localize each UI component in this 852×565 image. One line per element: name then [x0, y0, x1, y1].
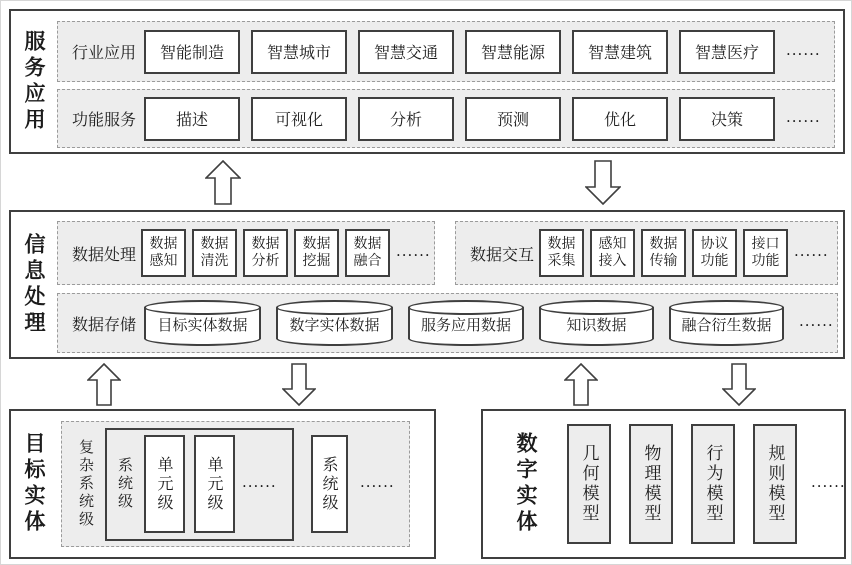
function-service-box: 分析 — [358, 97, 454, 141]
industry-app-box: 智慧城市 — [251, 30, 347, 74]
digital-entity-layer — [481, 409, 846, 559]
model-box: 行为模型 — [691, 424, 735, 544]
data-interaction-group — [455, 221, 838, 285]
ellipsis: ...... — [799, 312, 834, 330]
ellipsis: ...... — [794, 242, 829, 260]
database-cylinder: 服务应用数据 — [408, 307, 524, 339]
data-processing-box: 数据融合 — [345, 229, 390, 277]
system-level-group-box — [105, 428, 294, 541]
industry-app-box: 智慧交通 — [358, 30, 454, 74]
ellipsis: ...... — [242, 473, 277, 491]
data-processing-box: 数据感知 — [141, 229, 186, 277]
function-service-box: 可视化 — [251, 97, 347, 141]
target-entity-group — [61, 421, 410, 547]
unit-level-box: 单元级 — [194, 435, 235, 533]
data-interaction-label: 数据交互 — [470, 244, 535, 264]
data-interaction-box: 数据传输 — [641, 229, 686, 277]
model-box: 物理模型 — [629, 424, 673, 544]
data-storage-group — [57, 293, 838, 353]
industry-application-label: 行业应用 — [72, 43, 137, 62]
database-cylinder: 目标实体数据 — [144, 307, 261, 339]
database-cylinder: 融合衍生数据 — [669, 307, 784, 339]
industry-app-box: 智慧医疗 — [679, 30, 775, 74]
industry-app-box: 智慧建筑 — [572, 30, 668, 74]
info-layer-title: 信息处理 — [22, 232, 47, 337]
function-service-box: 描述 — [144, 97, 240, 141]
ellipsis: ...... — [786, 107, 821, 126]
function-service-box: 优化 — [572, 97, 668, 141]
function-service-row — [57, 89, 835, 148]
down-arrow-icon — [282, 363, 316, 410]
industry-app-box: 智慧能源 — [465, 30, 561, 74]
function-service-box: 决策 — [679, 97, 775, 141]
data-processing-box: 数据分析 — [243, 229, 288, 277]
target-layer-title: 目标实体 — [22, 432, 47, 536]
function-service-label: 功能服务 — [72, 110, 137, 129]
ellipsis: ...... — [396, 242, 431, 260]
down-arrow-icon — [585, 160, 621, 209]
data-interaction-box: 接口功能 — [743, 229, 788, 277]
model-box: 规则模型 — [753, 424, 797, 544]
function-service-box: 预测 — [465, 97, 561, 141]
service-layer-title: 服务应用 — [22, 29, 47, 134]
information-processing-layer — [9, 210, 845, 359]
data-storage-label: 数据存储 — [72, 314, 137, 334]
database-cylinder: 知识数据 — [539, 307, 654, 339]
data-processing-box: 数据清洗 — [192, 229, 237, 277]
target-entity-layer — [9, 409, 436, 559]
data-interaction-box: 数据采集 — [539, 229, 584, 277]
data-processing-label: 数据处理 — [72, 244, 137, 264]
industry-application-row — [57, 21, 835, 82]
ellipsis: ...... — [811, 473, 846, 491]
digital-layer-title: 数字实体 — [514, 432, 539, 536]
unit-level-box: 单元级 — [144, 435, 185, 533]
complex-system-label: 复杂系统级 — [77, 439, 95, 529]
down-arrow-icon — [722, 363, 756, 410]
up-arrow-icon — [87, 363, 121, 410]
up-arrow-icon — [564, 363, 598, 410]
data-processing-box: 数据挖掘 — [294, 229, 339, 277]
data-interaction-box: 感知接入 — [590, 229, 635, 277]
data-interaction-box: 协议功能 — [692, 229, 737, 277]
ellipsis: ...... — [360, 473, 395, 491]
data-processing-group — [57, 221, 435, 285]
ellipsis: ...... — [786, 40, 821, 59]
database-cylinder: 数字实体数据 — [276, 307, 393, 339]
system-level-label: 系统级 — [116, 457, 134, 511]
industry-app-box: 智能制造 — [144, 30, 240, 74]
model-box: 几何模型 — [567, 424, 611, 544]
up-arrow-icon — [205, 160, 241, 209]
service-application-layer — [9, 9, 845, 154]
system-level-box: 系统级 — [311, 435, 348, 533]
